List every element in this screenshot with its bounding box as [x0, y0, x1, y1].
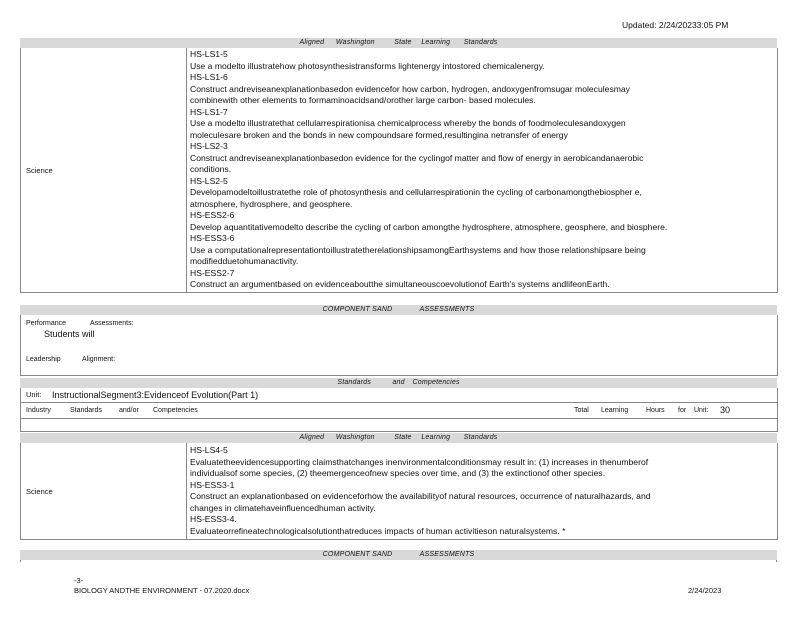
standard-line: Evaluatetheevidencesupporting claimsthatchanges inenvironmentalconditionsmay result in: (1) increases in thenumberof — [190, 456, 649, 467]
assessments-label: ASSESSMENTS — [419, 306, 475, 313]
title-word: Standards — [337, 379, 372, 386]
subject-label: Science — [26, 487, 53, 496]
for-label: for — [678, 407, 687, 414]
title-word: State — [394, 39, 412, 46]
assessments-label: ASSESSMENTS — [419, 551, 475, 558]
title-word: Washington — [335, 39, 375, 46]
footer-date: 2/24/2023 — [688, 586, 722, 595]
alignment-label: Alignment: — [82, 356, 116, 363]
andor-label: and/or — [119, 407, 139, 414]
title-word: Competencies — [412, 379, 460, 386]
page-number: -3- — [74, 576, 84, 585]
standard-line: Construct andreviseanexplanationbasedon evidencefor how carbon, hydrogen, andoxygenfromsugar moleculesmay — [190, 83, 630, 94]
standard-line: Use a modelto illustratehow photosynthesistransforms lightenergy intostored chemicalenergy. — [190, 60, 545, 71]
standard-line: HS-ESS2-6 — [190, 210, 235, 220]
standard-line: combinewith other elements to formaminoacidsand/orother large carbon- based molecules. — [190, 95, 536, 105]
total-label: Total — [574, 407, 589, 414]
standard-line: HS-LS1-7 — [190, 106, 228, 117]
standard-line: HS-LS4-5 — [190, 445, 228, 455]
title-word: and — [392, 379, 405, 386]
components-header-2 — [20, 550, 777, 560]
document-filename: BIOLOGY ANDTHE ENVIRONMENT - 07.2020.docx — [74, 586, 250, 595]
learning-label: Learning — [601, 407, 629, 414]
title-word: State — [394, 434, 412, 441]
assessments-field-label: Assessments: — [90, 320, 134, 327]
standard-line: Construct an explanationbased on evidenceforhow the availabilityof natural resources, occurrence of naturalhazards, and — [190, 491, 651, 501]
standards-competencies-header — [20, 378, 777, 388]
competencies-label: Competencies — [153, 407, 198, 414]
industry-label: Industry — [26, 407, 51, 414]
standard-line: HS-LS1-6 — [190, 72, 228, 82]
standard-line: Developamodeltoillustratethe role of photosynthesis and cellularrespirationin the cycling of carbonamongthebiospher e, — [190, 187, 642, 197]
updated-timestamp: Updated: 2/24/20233:05 PM — [622, 20, 729, 30]
standards-label: Standards — [70, 407, 102, 414]
hours-value: 30 — [720, 405, 731, 415]
hours-label: Hours — [646, 407, 665, 414]
border-stub — [776, 560, 777, 562]
standard-line: HS-LS1-5 — [190, 49, 228, 59]
title-word: Washington — [335, 434, 375, 441]
standard-line: conditions. — [190, 164, 232, 174]
standard-line: HS-ESS3-4. — [190, 514, 237, 524]
components-label: COMPONENT SAND — [322, 551, 393, 558]
column-divider — [186, 443, 187, 539]
aligned-standards-header-2 — [20, 433, 777, 443]
standard-line: Develop aquantitativemodelto describe the cycling of carbon amongthe hydrosphere, atmosphere, geosphere, and biosphere. — [190, 221, 668, 232]
performance-label: Performance — [26, 320, 67, 327]
standard-line: atmosphere, hydrosphere, and geosphere. — [190, 198, 353, 209]
standard-line: Construct an argumentbased on evidenceaboutthe simultaneouscoevolutionof Earth's systems andlifeonEarth. — [190, 279, 610, 289]
standards-list-2 — [190, 445, 760, 537]
standard-line: HS-LS2-3 — [190, 141, 228, 151]
border-stub — [20, 560, 21, 562]
standard-line: Use a computationalrepresentationtoillustratetherelationshipsamongEarthsystems and how those relationshipsare being — [190, 244, 646, 255]
unit-title: InstructionalSegment3:Evidenceof Evolution(Part 1) — [52, 390, 259, 400]
standard-line: Evaluateorrefineatechnologicalsolutionthatreduces impacts of human activitieson naturalsystems. * — [190, 525, 566, 536]
standard-line: HS-ESS3-1 — [190, 479, 235, 490]
students-will-text: Students will — [44, 329, 95, 339]
standard-line: Construct andreviseanexplanationbasedon evidence for the cyclingof matter and flow of energy in aerobicandanaerobic — [190, 152, 644, 163]
standard-line: modifiedduetohumanactivity. — [190, 256, 299, 266]
title-word: Standards — [463, 434, 498, 441]
standard-line: HS-LS2-5 — [190, 175, 228, 186]
aligned-standards-header — [20, 38, 777, 48]
title-word: Learning — [421, 39, 451, 46]
leadership-label: Leadership — [26, 356, 61, 363]
title-word: Aligned — [299, 434, 325, 441]
standard-line: changes in climatehaveinfluencedhuman activity. — [190, 502, 376, 513]
unit-label: Unit: — [26, 390, 42, 399]
title-word: Aligned — [299, 39, 325, 46]
components-header-1 — [20, 305, 777, 315]
title-word: Standards — [463, 39, 498, 46]
standard-line: individualsof some species, (2) theemergenceofnew species over time, and (3) the extinctionof other species. — [190, 468, 606, 478]
bullet-row — [20, 418, 778, 432]
standard-line: HS-ESS3-6 — [190, 233, 235, 243]
components-label: COMPONENT SAND — [322, 306, 393, 313]
standards-list-1 — [190, 49, 760, 291]
subject-label: Science — [26, 166, 53, 175]
unit-label-2: Unit: — [694, 407, 709, 414]
column-divider — [186, 48, 187, 292]
standard-line: Use a modelto illustratethat cellularrespirationisa chemicalprocess whereby the bonds of foodmoleculesandoxygen — [190, 118, 626, 128]
standard-line: moleculesare broken and the bonds in new compoundsare formed,resultingina netransfer of energy — [190, 129, 568, 140]
standard-line: HS-ESS2-7 — [190, 267, 235, 278]
title-word: Learning — [421, 434, 451, 441]
